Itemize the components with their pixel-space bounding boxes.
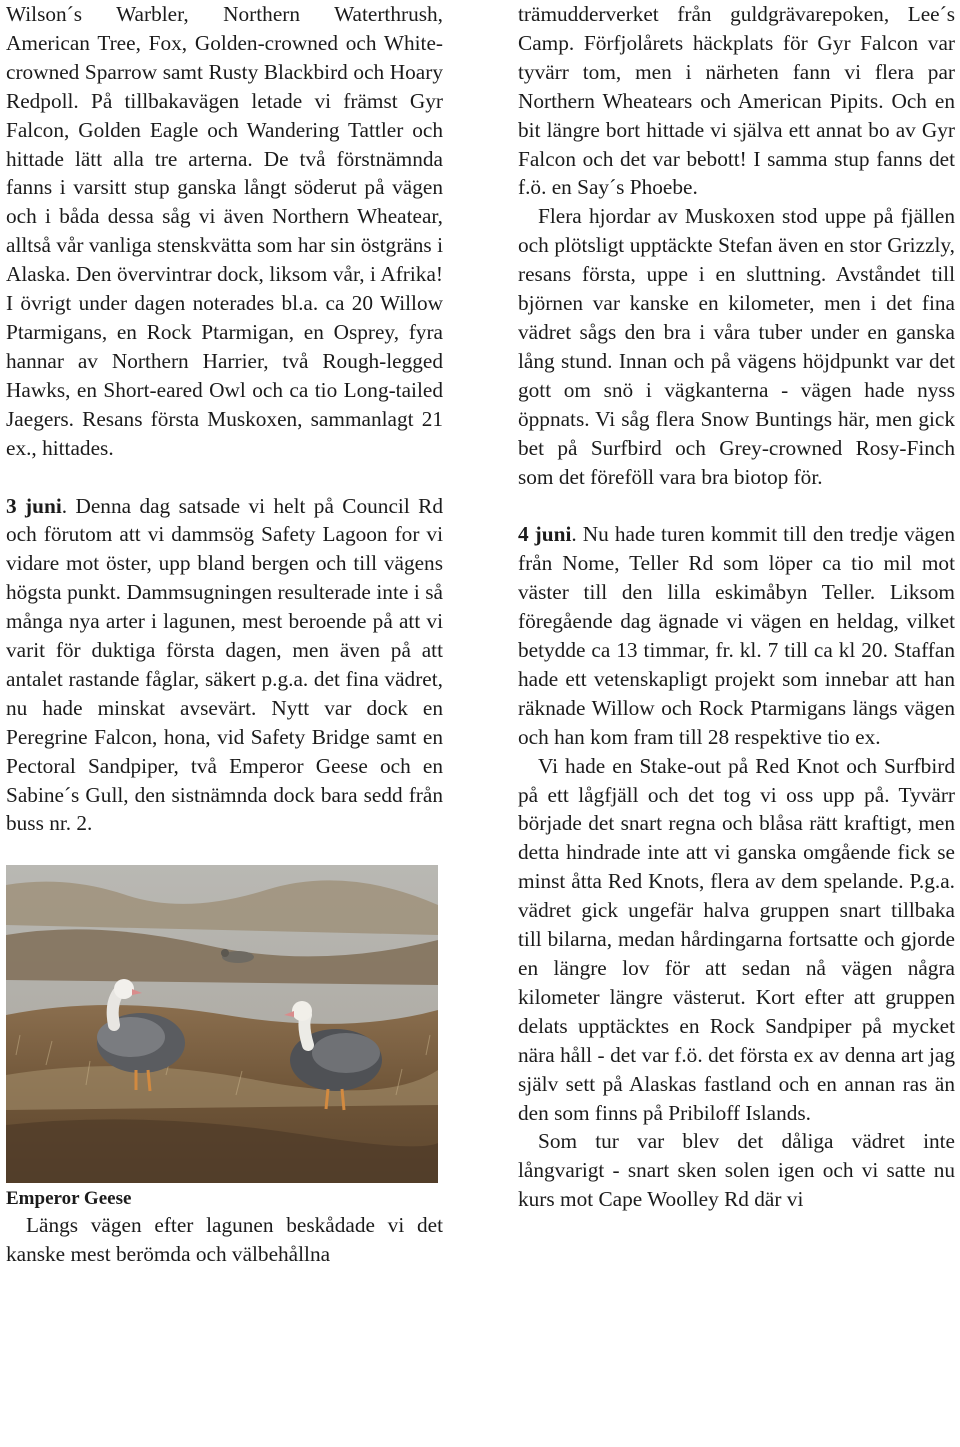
- left-column: [6, 0, 443, 1269]
- paragraph-june-4: [518, 520, 955, 751]
- date-heading: 4 juni: [518, 522, 572, 547]
- right-column: [518, 0, 955, 1214]
- paragraph-lees-camp: trämudderverket från guldgrävarepoken, Lee´s Camp. Förfjolårets häckplats för Gyr Falcon var tyvärr tom, men i närheten fann vi flera par Northern Wheatears och American Pipits. Och en bit längre bort hittade vi själva ett annat bo av Gyr Falcon och det var bebott! I samma stup fanns det f.ö. en Say´s Phoebe.: [518, 2, 955, 200]
- paragraph-muskoxen: Flera hjordar av Muskoxen stod uppe på fjällen och plötsligt upptäckte Stefan även en stor Grizzly, resans första, uppe i en sluttning. Avståndet till björnen var kanske en kilometer, men i det fina vädret sågs den bra i våra tuber under en ganska lång stund. Innan och på vägens höjdpunkt var det gott om snö i vägkanterna - vägen hade nyss öppnats. Vi såg flera Snow Buntings här, men gick bet på Surfbird och Grey-crowned Rosy-Finch som det föreföll vara bra biotop för.: [518, 204, 955, 489]
- paragraph-june-4-text: . Nu hade turen kommit till den tredje vägen från Nome, Teller Rd som löper ca tio mil mot väster till den lilla eskimåbyn Teller. Liksom föregående dag ägnade vi vägen en heldag, vilket betydde ca 13 timmar, fr. kl. 7 till ca kl 20. Staffan hade ett vetenskapligt projekt som innebar att han räknade Willow och Rock Ptarmigans längs vägen och han kom fram till 28 respektive tio ex.: [518, 522, 956, 749]
- date-heading: 3 juni: [6, 493, 62, 518]
- paragraph-weather: Som tur var blev det dåliga vädret inte långvarigt - snart sken solen igen och vi satte nu kurs mot Cape Woolley Rd där vi: [518, 1129, 955, 1212]
- paragraph-gap: [518, 491, 955, 520]
- paragraph-after-lagoon: Längs vägen efter lagunen beskådade vi det kanske mest berömda och välbehållna: [6, 1213, 443, 1267]
- paragraph-june-3: [6, 492, 443, 839]
- paragraph-gap: [6, 463, 443, 492]
- paragraph-warblers: Wilson´s Warbler, Northern Waterthrush, American Tree, Fox, Golden-crowned och White-crowned Sparrow samt Rusty Blackbird och Hoary Redpoll. På tillbakavägen letade vi främst Gyr Falcon, Golden Eagle och Wandering Tattler och hittade lätt alla tre arterna. De två förstnämnda fanns i varsitt stup ganska långt söderut på vägen och i båda dessa såg vi även Northern Wheatear, alltså vår vanliga stenskvätta som har sin östgräns i Alaska. Den övervintrar dock, liksom vår, i Afrika! I övrigt under dagen noterades bl.a. ca 20 Willow Ptarmigans, en Rock Ptarmigan, en Osprey, fyra hannar av Northern Harrier, två Rough-legged Hawks, en Short-eared Owl och ca tio Long-tailed Jaegers. Resans första Muskoxen, sammanlagt 21 ex., hittades.: [6, 2, 443, 460]
- emperor-geese-photo: [6, 865, 438, 1183]
- paragraph-red-knot: Vi hade en Stake-out på Red Knot och Surfbird på ett lågfjäll och det tog vi oss upp på. Tyvärr började det snart regna och blåsa rätt kraftigt, men detta hindrade inte att vi ganska omgående fick se minst åtta Red Knots, flera av dem spelande. P.g.a. vädret gick ungefär halva gruppen snart tillbaka till bilarna, medan hårdingarna fortsatte och gjorde en längre lov för att sedan nå vägen några kilometer längre västerut. Kort efter att gruppen delats upptäcktes en Rock Sandpiper på mycket nära håll - det var f.ö. det första ex av denna art jag själv sett på Alaskas fastland och en annan ras än den som finns på Pribiloff Islands.: [518, 753, 955, 1125]
- paragraph-june-3-text: . Denna dag satsade vi helt på Council Rd och förutom att vi dammsög Safety Lagoon for vi vidare mot öster, upp bland bergen och till vägens högsta punkt. Dammsugningen resulterade inte i så många nya arter i lagunen, mest beroende på att vi varit för duktiga första dagen, men även på att antalet rastande fåglar, säkert p.g.a. det fina vädret, nu hade minskat avsevärt. Nytt var dock en Peregrine Falcon, hona, vid Safety Bridge samt en Pectoral Sandpiper, två Emperor Geese och en Sabine´s Gull, den sistnämnda dock bara sedd från buss nr. 2.: [6, 493, 444, 836]
- photo-caption: Emperor Geese: [6, 1188, 132, 1210]
